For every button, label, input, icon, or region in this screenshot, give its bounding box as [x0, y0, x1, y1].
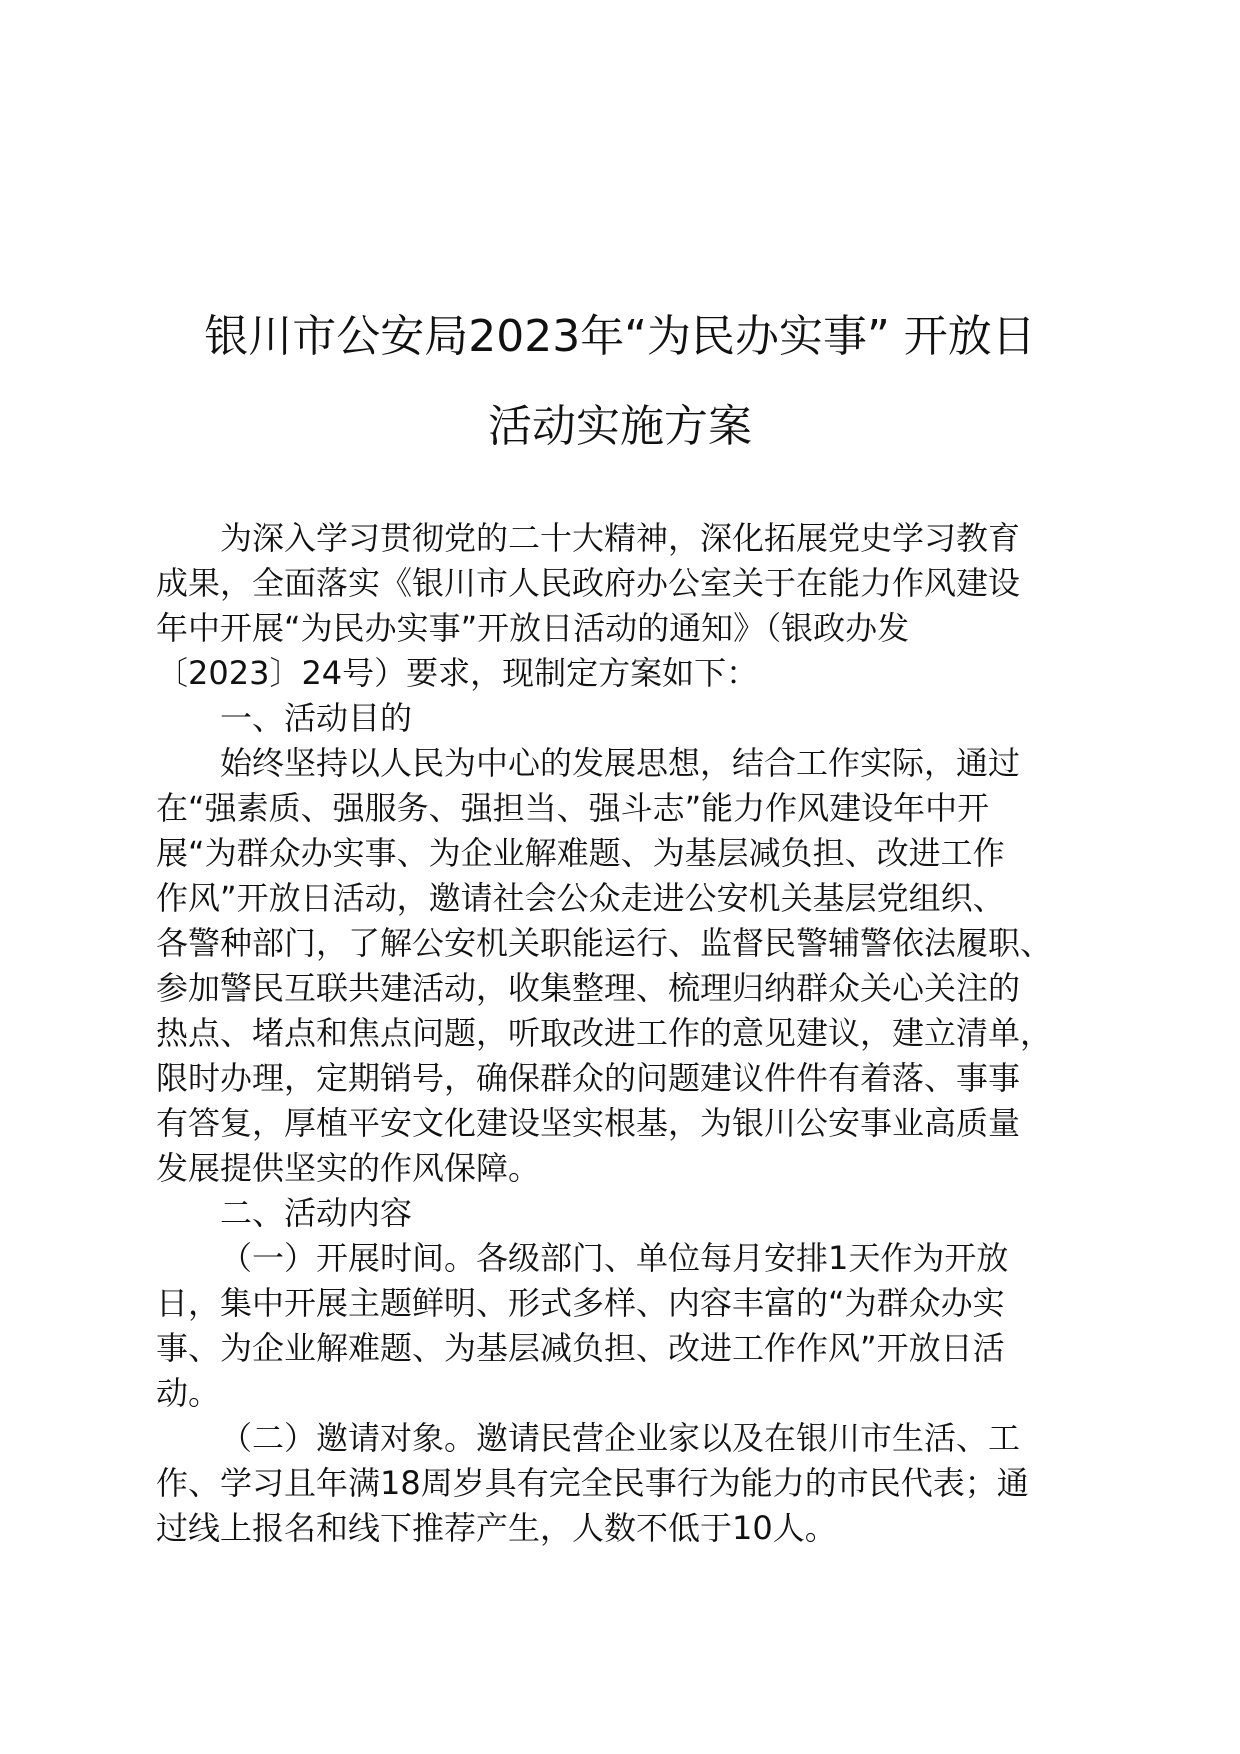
paragraph-line: 年中开展“为民办实事”开放日活动的通知》（银政办发 — [156, 609, 910, 647]
paragraph-line: 始终坚持以人民为中心的发展思想，结合工作实际，通过 — [220, 744, 1021, 782]
paragraph-line: 动。 — [156, 1374, 221, 1412]
section-heading-purpose: 一、活动目的 — [220, 699, 413, 737]
paragraph-line: 〔2023〕24号）要求，现制定方案如下： — [156, 654, 759, 692]
paragraph-line: 有答复，厚植平安文化建设坚实根基，为银川公安事业高质量 — [156, 1104, 1021, 1142]
paragraph-line: 过线上报名和线下推荐产生，人数不低于10人。 — [156, 1509, 837, 1547]
document-title-line-1: 银川市公安局2023年“为民办实事” 开放日 — [204, 311, 1036, 362]
paragraph-line: 限时办理，定期销号，确保群众的问题建议件件有着落、事事 — [156, 1059, 1021, 1097]
document-body — [156, 516, 1100, 1551]
paragraph-line: 作风”开放日活动，邀请社会公众走进公安机关基层党组织、 — [156, 879, 1005, 917]
paragraph-line: 事、为企业解难题、为基层减负担、改进工作作风”开放日活 — [156, 1329, 1005, 1367]
paragraph-line: 日，集中开展主题鲜明、形式多样、内容丰富的“为群众办实 — [156, 1284, 1005, 1322]
document-title-line-2: 活动实施方案 — [488, 401, 752, 452]
paragraph-line: （二）邀请对象。邀请民营企业家以及在银川市生活、工 — [220, 1419, 1021, 1457]
paragraph-line: 为深入学习贯彻党的二十大精神，深化拓展党史学习教育 — [220, 519, 1021, 557]
paragraph-line: （一）开展时间。各级部门、单位每月安排1天作为开放 — [220, 1239, 1009, 1277]
paragraph-line: 作、学习且年满18周岁具有完全民事行为能力的市民代表；通 — [156, 1464, 1029, 1502]
paragraph-line: 展“为群众办实事、为企业解难题、为基层减负担、改进工作 — [156, 834, 1005, 872]
paragraph-line: 各警种部门，了解公安机关职能运行、监督民警辅警依法履职、 — [156, 924, 1053, 962]
paragraph-line: 参加警民互联共建活动，收集整理、梳理归纳群众关心关注的 — [156, 969, 1021, 1007]
paragraph-line: 成果，全面落实《银川市人民政府办公室关于在能力作风建设 — [156, 564, 1021, 602]
paragraph-line: 在“强素质、强服务、强担当、强斗志”能力作风建设年中开 — [156, 789, 990, 827]
paragraph-line: 热点、堵点和焦点问题，听取改进工作的意见建议，建立清单， — [156, 1014, 1053, 1052]
paragraph-line: 发展提供坚实的作风保障。 — [156, 1149, 541, 1187]
section-heading-content: 二、活动内容 — [220, 1194, 413, 1232]
